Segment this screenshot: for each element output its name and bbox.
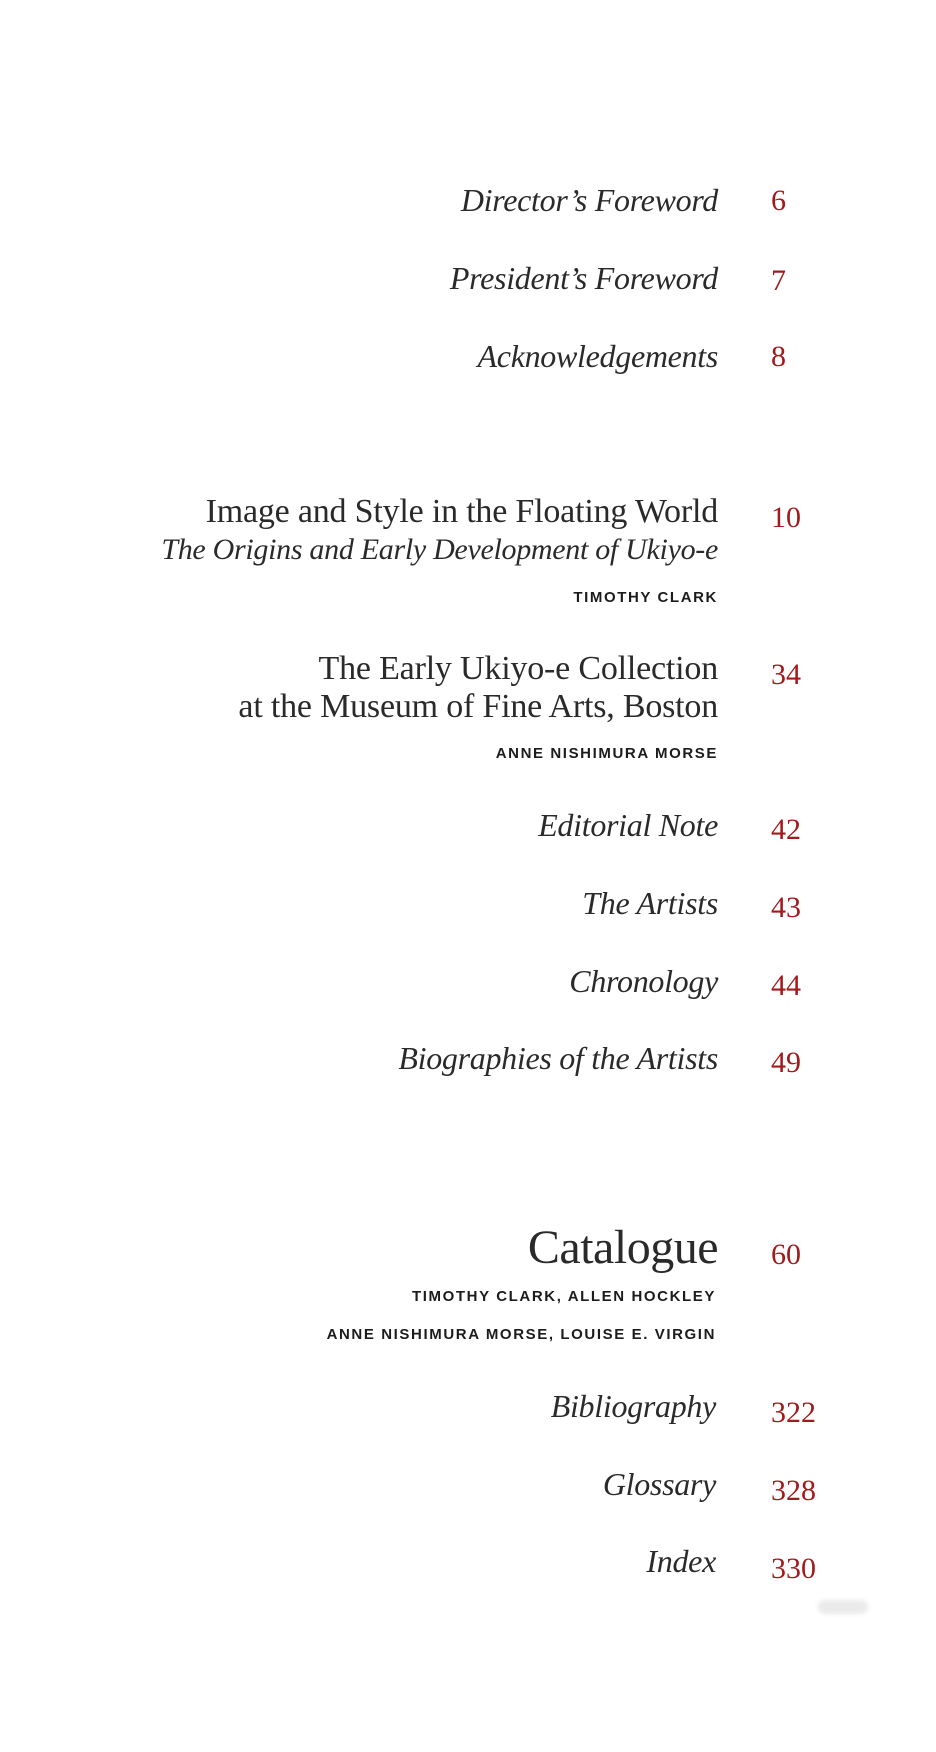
toc-title-bibliography: Bibliography bbox=[550, 1388, 716, 1424]
toc-page-chronology: 44 bbox=[771, 969, 801, 1002]
toc-page-early-ukiyo-e-collection: 34 bbox=[771, 658, 801, 691]
toc-authors-catalogue-line1: TIMOTHY CLARK, ALLEN HOCKLEY bbox=[412, 1288, 716, 1305]
toc-page-image-and-style: 10 bbox=[771, 501, 801, 534]
toc-page-index: 330 bbox=[771, 1552, 816, 1585]
toc-title-presidents-foreword: President’s Foreword bbox=[449, 260, 718, 296]
toc-page-the-artists: 43 bbox=[771, 891, 801, 924]
toc-page-bibliography: 322 bbox=[771, 1396, 816, 1429]
toc-title-catalogue: Catalogue bbox=[527, 1221, 718, 1274]
toc-page-directors-foreword: 6 bbox=[771, 184, 786, 217]
toc-author-timothy-clark: TIMOTHY CLARK bbox=[573, 589, 718, 606]
toc-title-index: Index bbox=[646, 1543, 716, 1579]
toc-title-editorial-note: Editorial Note bbox=[538, 807, 718, 843]
toc-page-acknowledgements: 8 bbox=[771, 340, 786, 373]
toc-author-anne-nishimura-morse: ANNE NISHIMURA MORSE bbox=[495, 745, 718, 762]
toc-title-image-and-style: Image and Style in the Floating World bbox=[205, 493, 718, 530]
toc-title-early-ukiyo-e-collection-line1: The Early Ukiyo-e Collection bbox=[318, 650, 718, 687]
toc-subtitle-origins: The Origins and Early Development of Ukiyo-e bbox=[161, 533, 718, 566]
scan-smudge bbox=[818, 1600, 868, 1614]
toc-title-directors-foreword: Director’s Foreword bbox=[460, 182, 718, 218]
toc-title-early-ukiyo-e-collection-line2: at the Museum of Fine Arts, Boston bbox=[238, 688, 718, 725]
toc-page-glossary: 328 bbox=[771, 1474, 816, 1507]
toc-title-chronology: Chronology bbox=[569, 963, 718, 999]
toc-title-the-artists: The Artists bbox=[582, 885, 718, 921]
toc-page-editorial-note: 42 bbox=[771, 813, 801, 846]
toc-title-biographies: Biographies of the Artists bbox=[398, 1040, 718, 1076]
toc-page-presidents-foreword: 7 bbox=[771, 264, 786, 297]
toc-page-biographies: 49 bbox=[771, 1046, 801, 1079]
toc-page-catalogue: 60 bbox=[771, 1238, 801, 1271]
toc-authors-catalogue-line2: ANNE NISHIMURA MORSE, LOUISE E. VIRGIN bbox=[326, 1326, 716, 1343]
toc-title-glossary: Glossary bbox=[602, 1466, 716, 1502]
toc-title-acknowledgements: Acknowledgements bbox=[477, 338, 718, 374]
